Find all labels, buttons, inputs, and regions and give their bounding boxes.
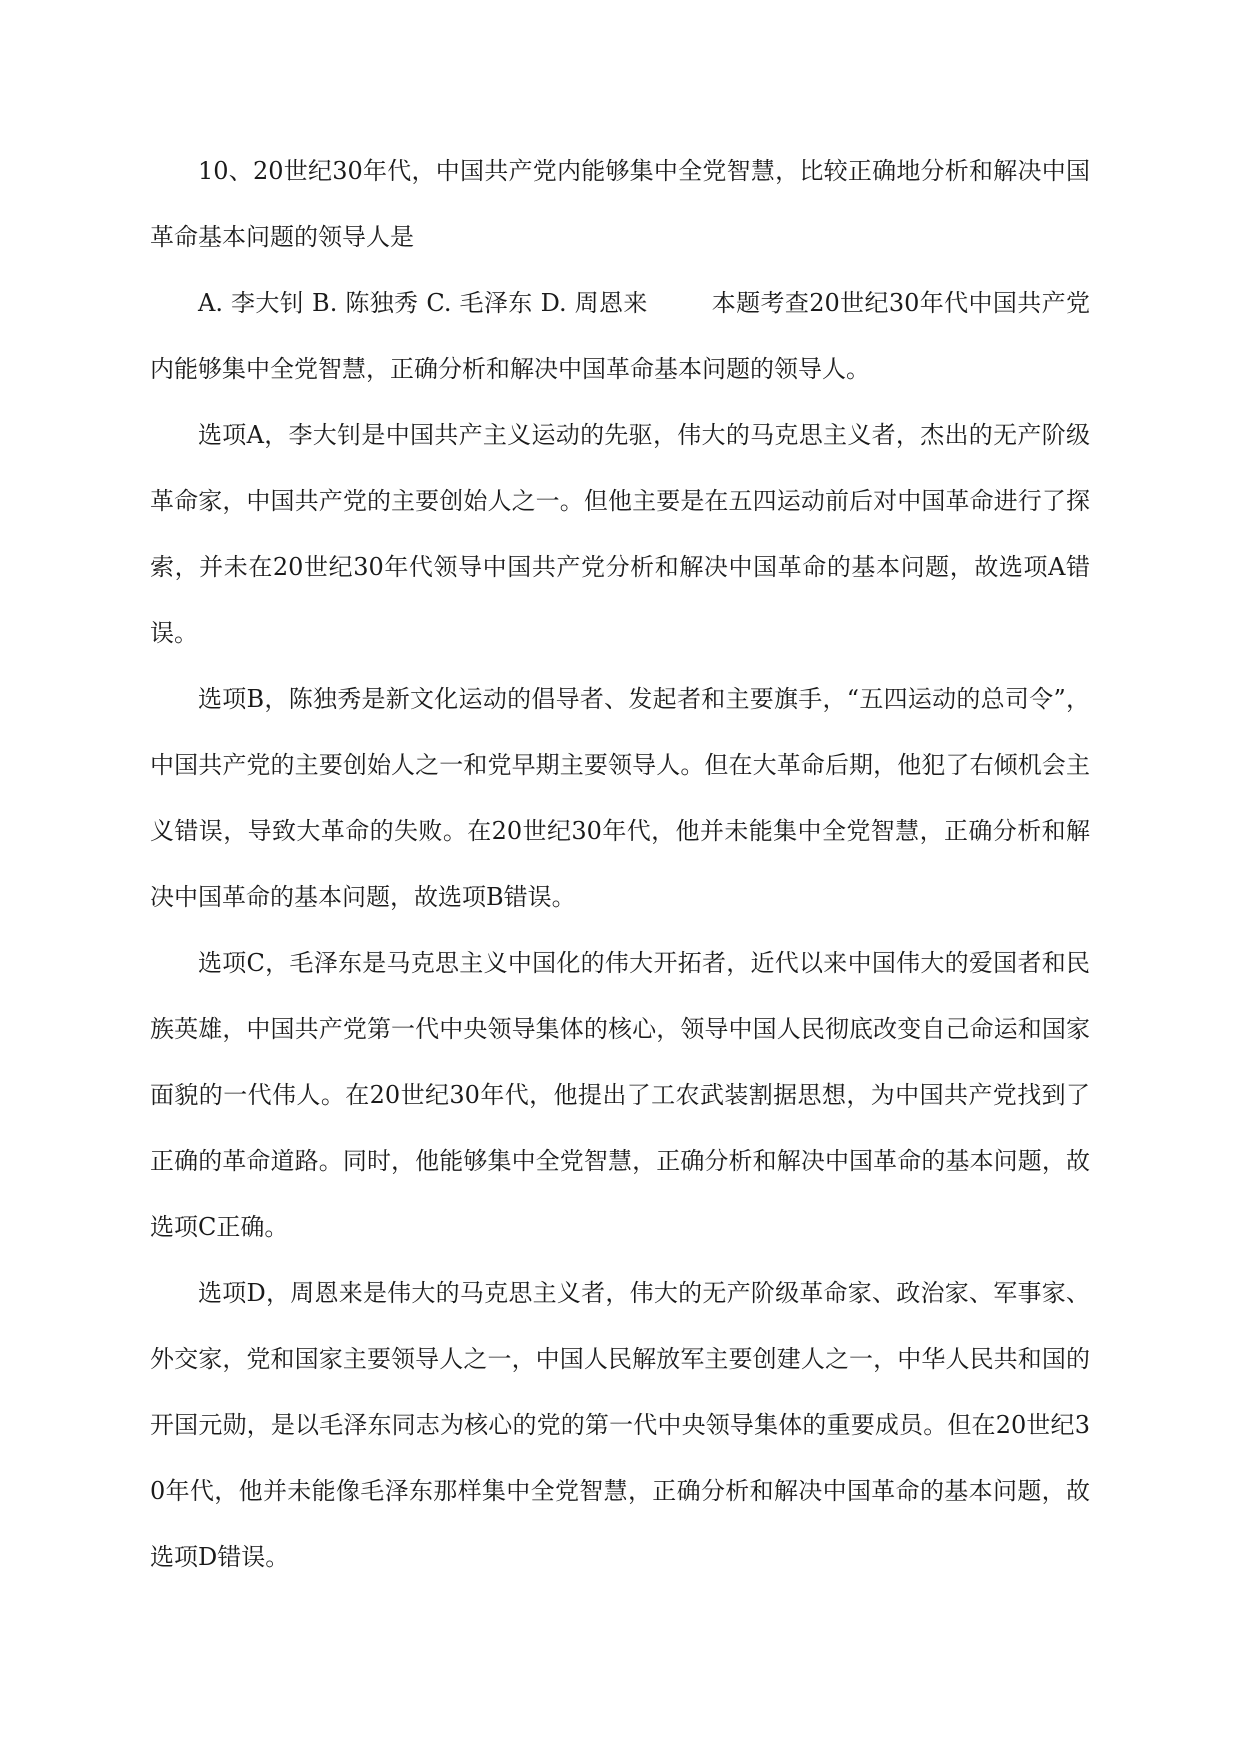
options-intro-paragraph: A. 李大钊 B. 陈独秀 C. 毛泽东 D. 周恩来 本题考查20世纪30年代中国共产党内能够集中全党智慧，正确分析和解决中国革命基本问题的领导人。 [150, 289, 1090, 383]
document-page [150, 138, 1090, 1590]
option-a-explanation: 选项A，李大钊是中国共产主义运动的先驱，伟大的马克思主义者，杰出的无产阶级革命家，中国共产党的主要创始人之一。但他主要是在五四运动前后对中国革命进行了探索，并未在20世纪30年代领导中国共产党分析和解决中国革命的基本问题，故选项A错误。 [150, 421, 1090, 647]
question-paragraph: 10、20世纪30年代，中国共产党内能够集中全党智慧，比较正确地分析和解决中国革命基本问题的领导人是 [150, 157, 1090, 251]
option-c-explanation: 选项C，毛泽东是马克思主义中国化的伟大开拓者，近代以来中国伟大的爱国者和民族英雄，中国共产党第一代中央领导集体的核心，领导中国人民彻底改变自己命运和国家面貌的一代伟人。在20世纪30年代，他提出了工农武装割据思想，为中国共产党找到了正确的革命道路。同时，他能够集中全党智慧，正确分析和解决中国革命的基本问题，故选项C正确。 [150, 949, 1090, 1241]
option-d-explanation: 选项D，周恩来是伟大的马克思主义者，伟大的无产阶级革命家、政治家、军事家、外交家，党和国家主要领导人之一，中国人民解放军主要创建人之一，中华人民共和国的开国元勋，是以毛泽东同志为核心的党的第一代中央领导集体的重要成员。但在20世纪30年代，他并未能像毛泽东那样集中全党智慧，正确分析和解决中国革命的基本问题，故选项D错误。 [150, 1279, 1090, 1571]
option-b-explanation: 选项B，陈独秀是新文化运动的倡导者、发起者和主要旗手，“五四运动的总司令”，中国共产党的主要创始人之一和党早期主要领导人。但在大革命后期，他犯了右倾机会主义错误，导致大革命的失败。在20世纪30年代，他并未能集中全党智慧，正确分析和解决中国革命的基本问题，故选项B错误。 [150, 685, 1090, 911]
